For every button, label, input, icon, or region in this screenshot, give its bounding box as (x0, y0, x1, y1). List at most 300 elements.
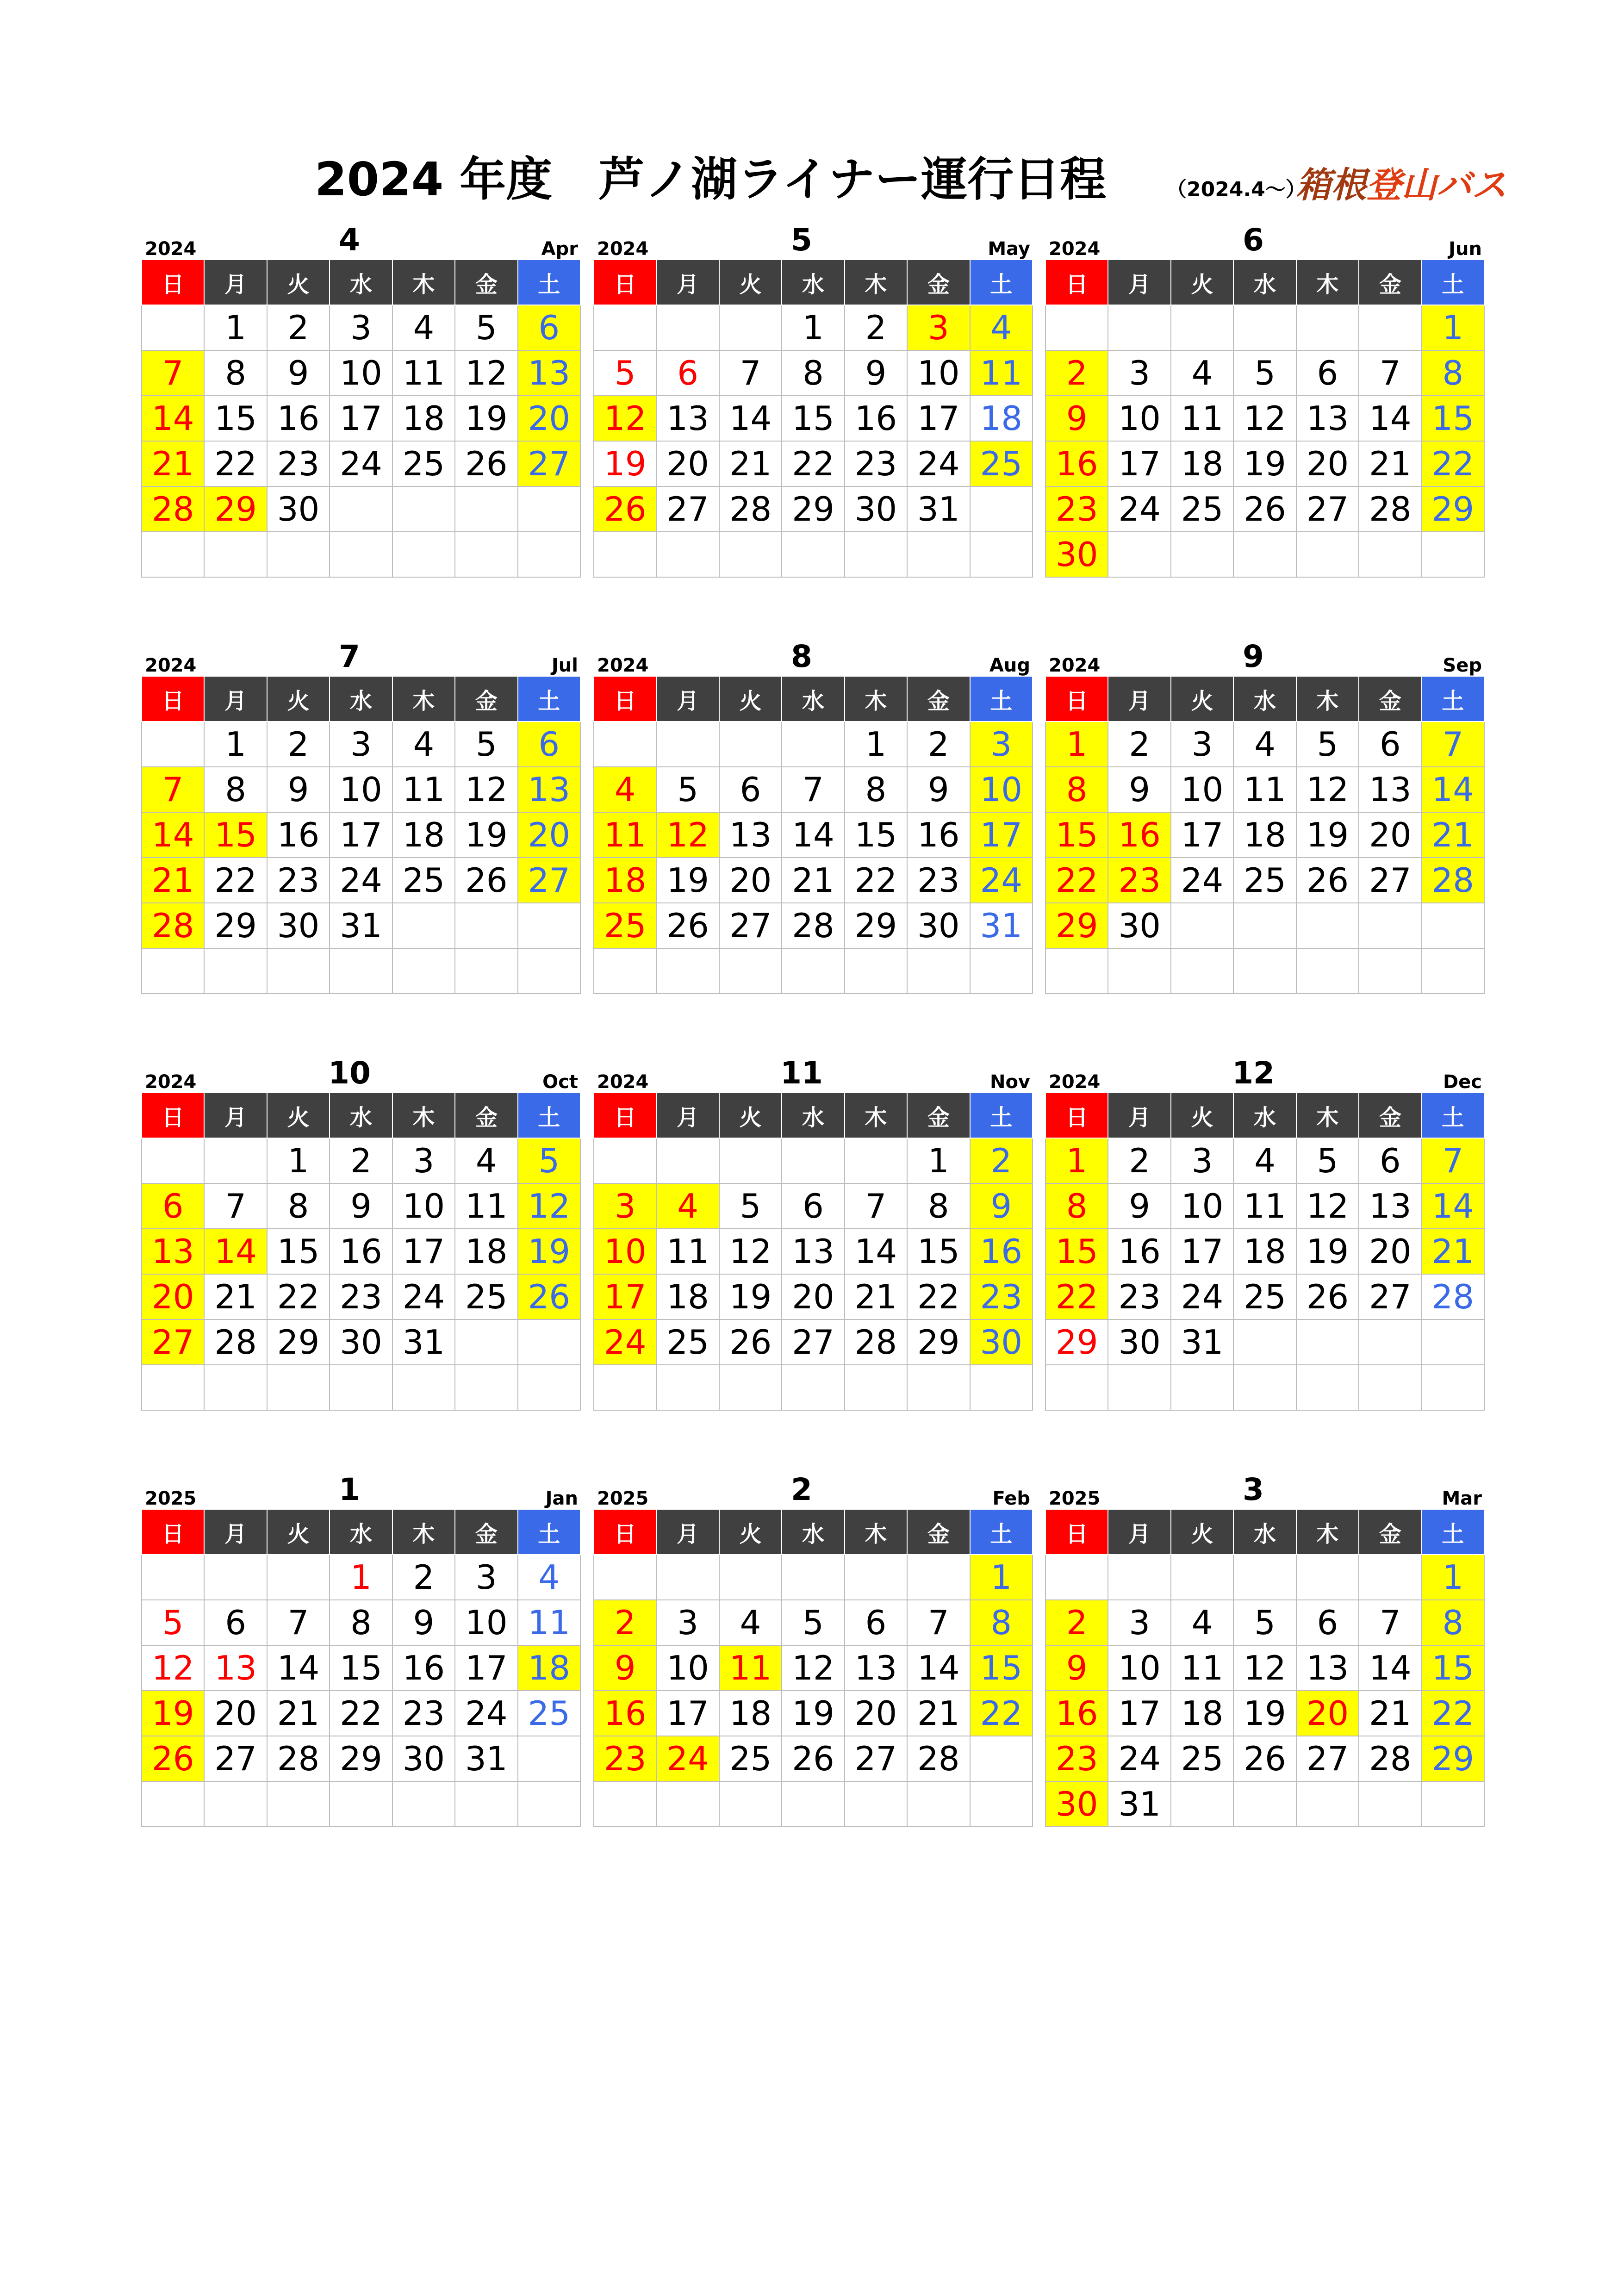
month-header (141, 222, 581, 259)
day-cell: 5 (1296, 1138, 1359, 1183)
day-cell: 25 (455, 1274, 517, 1319)
day-cell: 9 (1045, 396, 1108, 441)
empty-cell (845, 1555, 907, 1600)
weekday-header: 木 (845, 1509, 907, 1555)
weekday-header: 火 (267, 1509, 330, 1555)
day-cell: 25 (1233, 858, 1296, 903)
month-english: Apr (541, 238, 578, 260)
title-note: （2024.4～） (1166, 178, 1306, 201)
day-cell: 24 (330, 441, 392, 486)
day-cell: 23 (845, 441, 907, 486)
day-cell: 22 (970, 1691, 1033, 1736)
day-cell: 21 (782, 858, 844, 903)
day-cell: 21 (267, 1691, 330, 1736)
empty-cell (1422, 948, 1484, 994)
weekday-header: 月 (656, 260, 719, 305)
day-cell: 24 (656, 1736, 719, 1781)
day-cell: 27 (518, 441, 580, 486)
week-row (594, 1736, 1033, 1781)
day-cell: 6 (1359, 722, 1421, 767)
day-cell: 20 (1296, 441, 1359, 486)
day-cell: 13 (719, 812, 782, 858)
empty-cell (142, 948, 204, 994)
day-cell: 31 (907, 486, 970, 532)
day-cell: 16 (267, 812, 330, 858)
week-row (594, 858, 1033, 903)
day-cell: 20 (142, 1274, 204, 1319)
day-cell: 26 (455, 858, 517, 903)
empty-cell (1296, 903, 1359, 948)
day-cell: 1 (782, 305, 844, 350)
day-cell: 25 (594, 903, 656, 948)
day-cell: 26 (1233, 1736, 1296, 1781)
empty-cell (907, 532, 970, 577)
week-row (142, 1229, 580, 1274)
month-header (593, 1055, 1033, 1092)
day-cell: 24 (392, 1274, 455, 1319)
day-cell: 18 (1233, 812, 1296, 858)
empty-cell (267, 948, 330, 994)
empty-cell (455, 1781, 517, 1827)
day-cell: 26 (142, 1736, 204, 1781)
week-row (142, 858, 580, 903)
day-cell: 5 (782, 1600, 844, 1645)
weekday-header: 月 (204, 1509, 267, 1555)
week-row (142, 1781, 580, 1827)
weekday-header: 土 (518, 676, 580, 722)
day-cell: 4 (392, 722, 455, 767)
empty-cell (1359, 532, 1421, 577)
month-english: May (988, 238, 1030, 260)
day-cell: 12 (594, 396, 656, 441)
empty-cell (267, 1555, 330, 1600)
day-cell: 23 (267, 441, 330, 486)
week-row (594, 1365, 1033, 1410)
month-english: Nov (989, 1071, 1030, 1093)
empty-cell (330, 486, 392, 532)
day-cell: 14 (1422, 1183, 1484, 1229)
day-cell: 26 (782, 1736, 844, 1781)
day-cell: 23 (1045, 1736, 1108, 1781)
empty-cell (142, 1781, 204, 1827)
empty-cell (1359, 1319, 1421, 1365)
day-cell: 9 (970, 1183, 1033, 1229)
day-cell: 25 (392, 441, 455, 486)
day-cell: 7 (1422, 1138, 1484, 1183)
month-table (593, 676, 1033, 994)
month-year: 2025 (145, 1488, 197, 1509)
weekday-header: 水 (330, 260, 392, 305)
weekday-header: 火 (719, 260, 782, 305)
day-cell: 22 (1045, 1274, 1108, 1319)
day-cell: 6 (719, 767, 782, 812)
month-header (141, 1055, 581, 1092)
empty-cell (907, 1365, 970, 1410)
empty-cell (970, 1781, 1033, 1827)
day-cell: 3 (970, 722, 1033, 767)
day-cell: 6 (518, 305, 580, 350)
day-cell: 21 (1359, 441, 1421, 486)
week-row (594, 812, 1033, 858)
day-cell: 27 (845, 1736, 907, 1781)
weekday-header: 日 (142, 1509, 204, 1555)
empty-cell (1045, 948, 1108, 994)
day-cell: 27 (1359, 858, 1421, 903)
empty-cell (594, 1365, 656, 1410)
weekday-header-row (142, 1093, 580, 1138)
day-cell: 18 (1171, 441, 1233, 486)
weekday-header: 日 (1045, 1509, 1108, 1555)
empty-cell (970, 948, 1033, 994)
empty-cell (142, 1138, 204, 1183)
month-table (141, 1509, 581, 1827)
weekday-header: 日 (594, 676, 656, 722)
day-cell: 13 (1296, 396, 1359, 441)
day-cell: 27 (782, 1319, 844, 1365)
day-cell: 5 (455, 722, 517, 767)
weekday-header: 土 (1422, 1509, 1484, 1555)
weekday-header: 金 (455, 1509, 517, 1555)
month-year: 2024 (1049, 655, 1101, 676)
week-row (1045, 1691, 1484, 1736)
empty-cell (656, 1781, 719, 1827)
weekday-header: 火 (267, 260, 330, 305)
day-cell: 25 (719, 1736, 782, 1781)
month-number: 11 (780, 1055, 823, 1091)
day-cell: 14 (1359, 1645, 1421, 1691)
day-cell: 24 (970, 858, 1033, 903)
weekday-header: 金 (907, 260, 970, 305)
day-cell: 4 (719, 1600, 782, 1645)
day-cell: 8 (1045, 1183, 1108, 1229)
empty-cell (455, 486, 517, 532)
day-cell: 11 (1233, 1183, 1296, 1229)
week-row (142, 1365, 580, 1410)
day-cell: 3 (330, 722, 392, 767)
weekday-header: 水 (1233, 1509, 1296, 1555)
day-cell: 10 (1171, 767, 1233, 812)
empty-cell (594, 948, 656, 994)
empty-cell (518, 1781, 580, 1827)
week-row (142, 767, 580, 812)
week-row (142, 396, 580, 441)
weekday-header: 火 (719, 1509, 782, 1555)
weekday-header: 土 (970, 1509, 1033, 1555)
day-cell: 8 (330, 1600, 392, 1645)
day-cell: 11 (518, 1600, 580, 1645)
empty-cell (142, 1555, 204, 1600)
day-cell: 19 (1296, 1229, 1359, 1274)
day-cell: 15 (204, 812, 267, 858)
week-row (1045, 1600, 1484, 1645)
day-cell: 4 (1233, 722, 1296, 767)
month-table (593, 1092, 1033, 1411)
empty-cell (330, 532, 392, 577)
day-cell: 14 (142, 812, 204, 858)
day-cell: 7 (907, 1600, 970, 1645)
week-row (142, 441, 580, 486)
day-cell: 3 (1171, 1138, 1233, 1183)
empty-cell (719, 1138, 782, 1183)
day-cell: 19 (1233, 441, 1296, 486)
empty-cell (1359, 1555, 1421, 1600)
page-title: 2024 年度 芦ノ湖ライナー運行日程 (315, 152, 1107, 206)
day-cell: 17 (656, 1691, 719, 1736)
day-cell: 13 (656, 396, 719, 441)
day-cell: 14 (1359, 396, 1421, 441)
day-cell: 23 (330, 1274, 392, 1319)
empty-cell (1359, 948, 1421, 994)
month-table (1045, 676, 1485, 994)
month-year: 2024 (1049, 1071, 1101, 1093)
empty-cell (907, 948, 970, 994)
day-cell: 23 (392, 1691, 455, 1736)
day-cell: 28 (142, 903, 204, 948)
weekday-header: 金 (1359, 1509, 1421, 1555)
day-cell: 3 (392, 1138, 455, 1183)
week-row (1045, 903, 1484, 948)
weekday-header: 金 (1359, 260, 1421, 305)
day-cell: 9 (1108, 1183, 1170, 1229)
day-cell: 5 (719, 1183, 782, 1229)
empty-cell (1296, 305, 1359, 350)
day-cell: 15 (1422, 396, 1484, 441)
empty-cell (1359, 1781, 1421, 1827)
empty-cell (455, 532, 517, 577)
empty-cell (782, 1781, 844, 1827)
week-row (142, 1319, 580, 1365)
month-header (1045, 1055, 1485, 1092)
month-year: 2024 (597, 238, 649, 260)
empty-cell (782, 532, 844, 577)
day-cell: 11 (970, 350, 1033, 396)
day-cell: 11 (719, 1645, 782, 1691)
day-cell: 30 (392, 1736, 455, 1781)
month-header (593, 1472, 1033, 1509)
empty-cell (656, 722, 719, 767)
empty-cell (845, 1365, 907, 1410)
month-header (1045, 222, 1485, 259)
day-cell: 16 (970, 1229, 1033, 1274)
day-cell: 23 (1045, 486, 1108, 532)
day-cell: 15 (204, 396, 267, 441)
day-cell: 24 (455, 1691, 517, 1736)
day-cell: 21 (142, 441, 204, 486)
day-cell: 8 (204, 767, 267, 812)
month-number: 7 (339, 639, 360, 674)
empty-cell (719, 1781, 782, 1827)
day-cell: 20 (518, 812, 580, 858)
week-row (594, 1691, 1033, 1736)
week-row (594, 1781, 1033, 1827)
empty-cell (1296, 1555, 1359, 1600)
day-cell: 3 (1108, 350, 1170, 396)
day-cell: 15 (1045, 1229, 1108, 1274)
week-row (1045, 532, 1484, 577)
empty-cell (656, 948, 719, 994)
day-cell: 1 (1045, 1138, 1108, 1183)
month-year: 2024 (597, 1071, 649, 1093)
weekday-header: 土 (518, 1509, 580, 1555)
weekday-header-row (594, 676, 1033, 722)
day-cell: 2 (392, 1555, 455, 1600)
empty-cell (518, 1365, 580, 1410)
day-cell: 13 (1296, 1645, 1359, 1691)
empty-cell (845, 532, 907, 577)
day-cell: 2 (970, 1138, 1033, 1183)
weekday-header: 木 (1296, 1093, 1359, 1138)
week-row (142, 350, 580, 396)
day-cell: 21 (719, 441, 782, 486)
week-row (594, 1600, 1033, 1645)
week-row (594, 486, 1033, 532)
day-cell: 27 (142, 1319, 204, 1365)
month-english: Jun (1449, 238, 1482, 260)
day-cell: 5 (594, 350, 656, 396)
week-row (594, 722, 1033, 767)
empty-cell (782, 1555, 844, 1600)
weekday-header: 金 (455, 1093, 517, 1138)
empty-cell (1422, 1781, 1484, 1827)
day-cell: 17 (330, 812, 392, 858)
month-calendar (141, 639, 581, 1000)
day-cell: 16 (267, 396, 330, 441)
day-cell: 12 (455, 767, 517, 812)
day-cell: 7 (204, 1183, 267, 1229)
day-cell: 15 (907, 1229, 970, 1274)
weekday-header-row (142, 1509, 580, 1555)
weekday-header: 土 (970, 1093, 1033, 1138)
empty-cell (267, 1781, 330, 1827)
day-cell: 25 (1171, 486, 1233, 532)
weekday-header: 水 (782, 1509, 844, 1555)
day-cell: 15 (845, 812, 907, 858)
day-cell: 16 (330, 1229, 392, 1274)
day-cell: 27 (204, 1736, 267, 1781)
day-cell: 13 (204, 1645, 267, 1691)
week-row (142, 1183, 580, 1229)
week-row (142, 486, 580, 532)
day-cell: 17 (594, 1274, 656, 1319)
day-cell: 22 (204, 858, 267, 903)
weekday-header-row (1045, 1093, 1484, 1138)
empty-cell (204, 1365, 267, 1410)
day-cell: 8 (907, 1183, 970, 1229)
day-cell: 16 (1108, 812, 1170, 858)
empty-cell (142, 722, 204, 767)
month-calendar (593, 1472, 1033, 1833)
day-cell: 3 (594, 1183, 656, 1229)
day-cell: 9 (594, 1645, 656, 1691)
day-cell: 5 (142, 1600, 204, 1645)
weekday-header: 木 (1296, 1509, 1359, 1555)
day-cell: 15 (267, 1229, 330, 1274)
day-cell: 5 (1296, 722, 1359, 767)
empty-cell (594, 305, 656, 350)
day-cell: 10 (970, 767, 1033, 812)
day-cell: 5 (455, 305, 517, 350)
empty-cell (907, 1781, 970, 1827)
month-header (1045, 1472, 1485, 1509)
day-cell: 8 (845, 767, 907, 812)
day-cell: 30 (1108, 903, 1170, 948)
weekday-header: 火 (267, 1093, 330, 1138)
month-number: 8 (791, 639, 812, 674)
empty-cell (1422, 1319, 1484, 1365)
empty-cell (1171, 305, 1233, 350)
day-cell: 29 (204, 903, 267, 948)
weekday-header-row (142, 260, 580, 305)
day-cell: 24 (594, 1319, 656, 1365)
weekday-header: 火 (1171, 260, 1233, 305)
empty-cell (845, 1138, 907, 1183)
day-cell: 22 (1422, 441, 1484, 486)
day-cell: 15 (330, 1645, 392, 1691)
day-cell: 21 (907, 1691, 970, 1736)
empty-cell (392, 532, 455, 577)
day-cell: 19 (518, 1229, 580, 1274)
week-row (594, 1183, 1033, 1229)
day-cell: 6 (782, 1183, 844, 1229)
empty-cell (204, 948, 267, 994)
day-cell: 11 (1233, 767, 1296, 812)
month-year: 2025 (597, 1488, 649, 1509)
empty-cell (1108, 1555, 1170, 1600)
day-cell: 20 (1296, 1691, 1359, 1736)
empty-cell (719, 722, 782, 767)
month-calendar (1045, 1472, 1485, 1833)
weekday-header: 木 (1296, 260, 1359, 305)
brand-text-part2: 登山バス (1366, 164, 1507, 205)
empty-cell (142, 532, 204, 577)
week-row (142, 1138, 580, 1183)
day-cell: 26 (1296, 858, 1359, 903)
empty-cell (1171, 532, 1233, 577)
day-cell: 14 (782, 812, 844, 858)
empty-cell (1296, 1781, 1359, 1827)
day-cell: 6 (845, 1600, 907, 1645)
day-cell: 10 (1108, 396, 1170, 441)
week-row (594, 350, 1033, 396)
month-number: 12 (1232, 1055, 1275, 1091)
day-cell: 4 (594, 767, 656, 812)
day-cell: 24 (330, 858, 392, 903)
weekday-header: 金 (455, 676, 517, 722)
weekday-header: 月 (656, 1509, 719, 1555)
day-cell: 2 (907, 722, 970, 767)
empty-cell (719, 1555, 782, 1600)
day-cell: 20 (1359, 1229, 1421, 1274)
day-cell: 19 (656, 858, 719, 903)
week-row (142, 305, 580, 350)
day-cell: 7 (267, 1600, 330, 1645)
day-cell: 7 (1359, 1600, 1421, 1645)
month-number: 2 (791, 1472, 812, 1507)
day-cell: 17 (392, 1229, 455, 1274)
weekday-header: 木 (392, 260, 455, 305)
weekday-header: 水 (330, 676, 392, 722)
day-cell: 4 (1233, 1138, 1296, 1183)
empty-cell (1422, 532, 1484, 577)
day-cell: 29 (1045, 903, 1108, 948)
empty-cell (1108, 532, 1170, 577)
week-row (594, 948, 1033, 994)
month-header (593, 222, 1033, 259)
day-cell: 2 (267, 305, 330, 350)
day-cell: 27 (1359, 1274, 1421, 1319)
day-cell: 6 (1296, 1600, 1359, 1645)
week-row (1045, 1555, 1484, 1600)
